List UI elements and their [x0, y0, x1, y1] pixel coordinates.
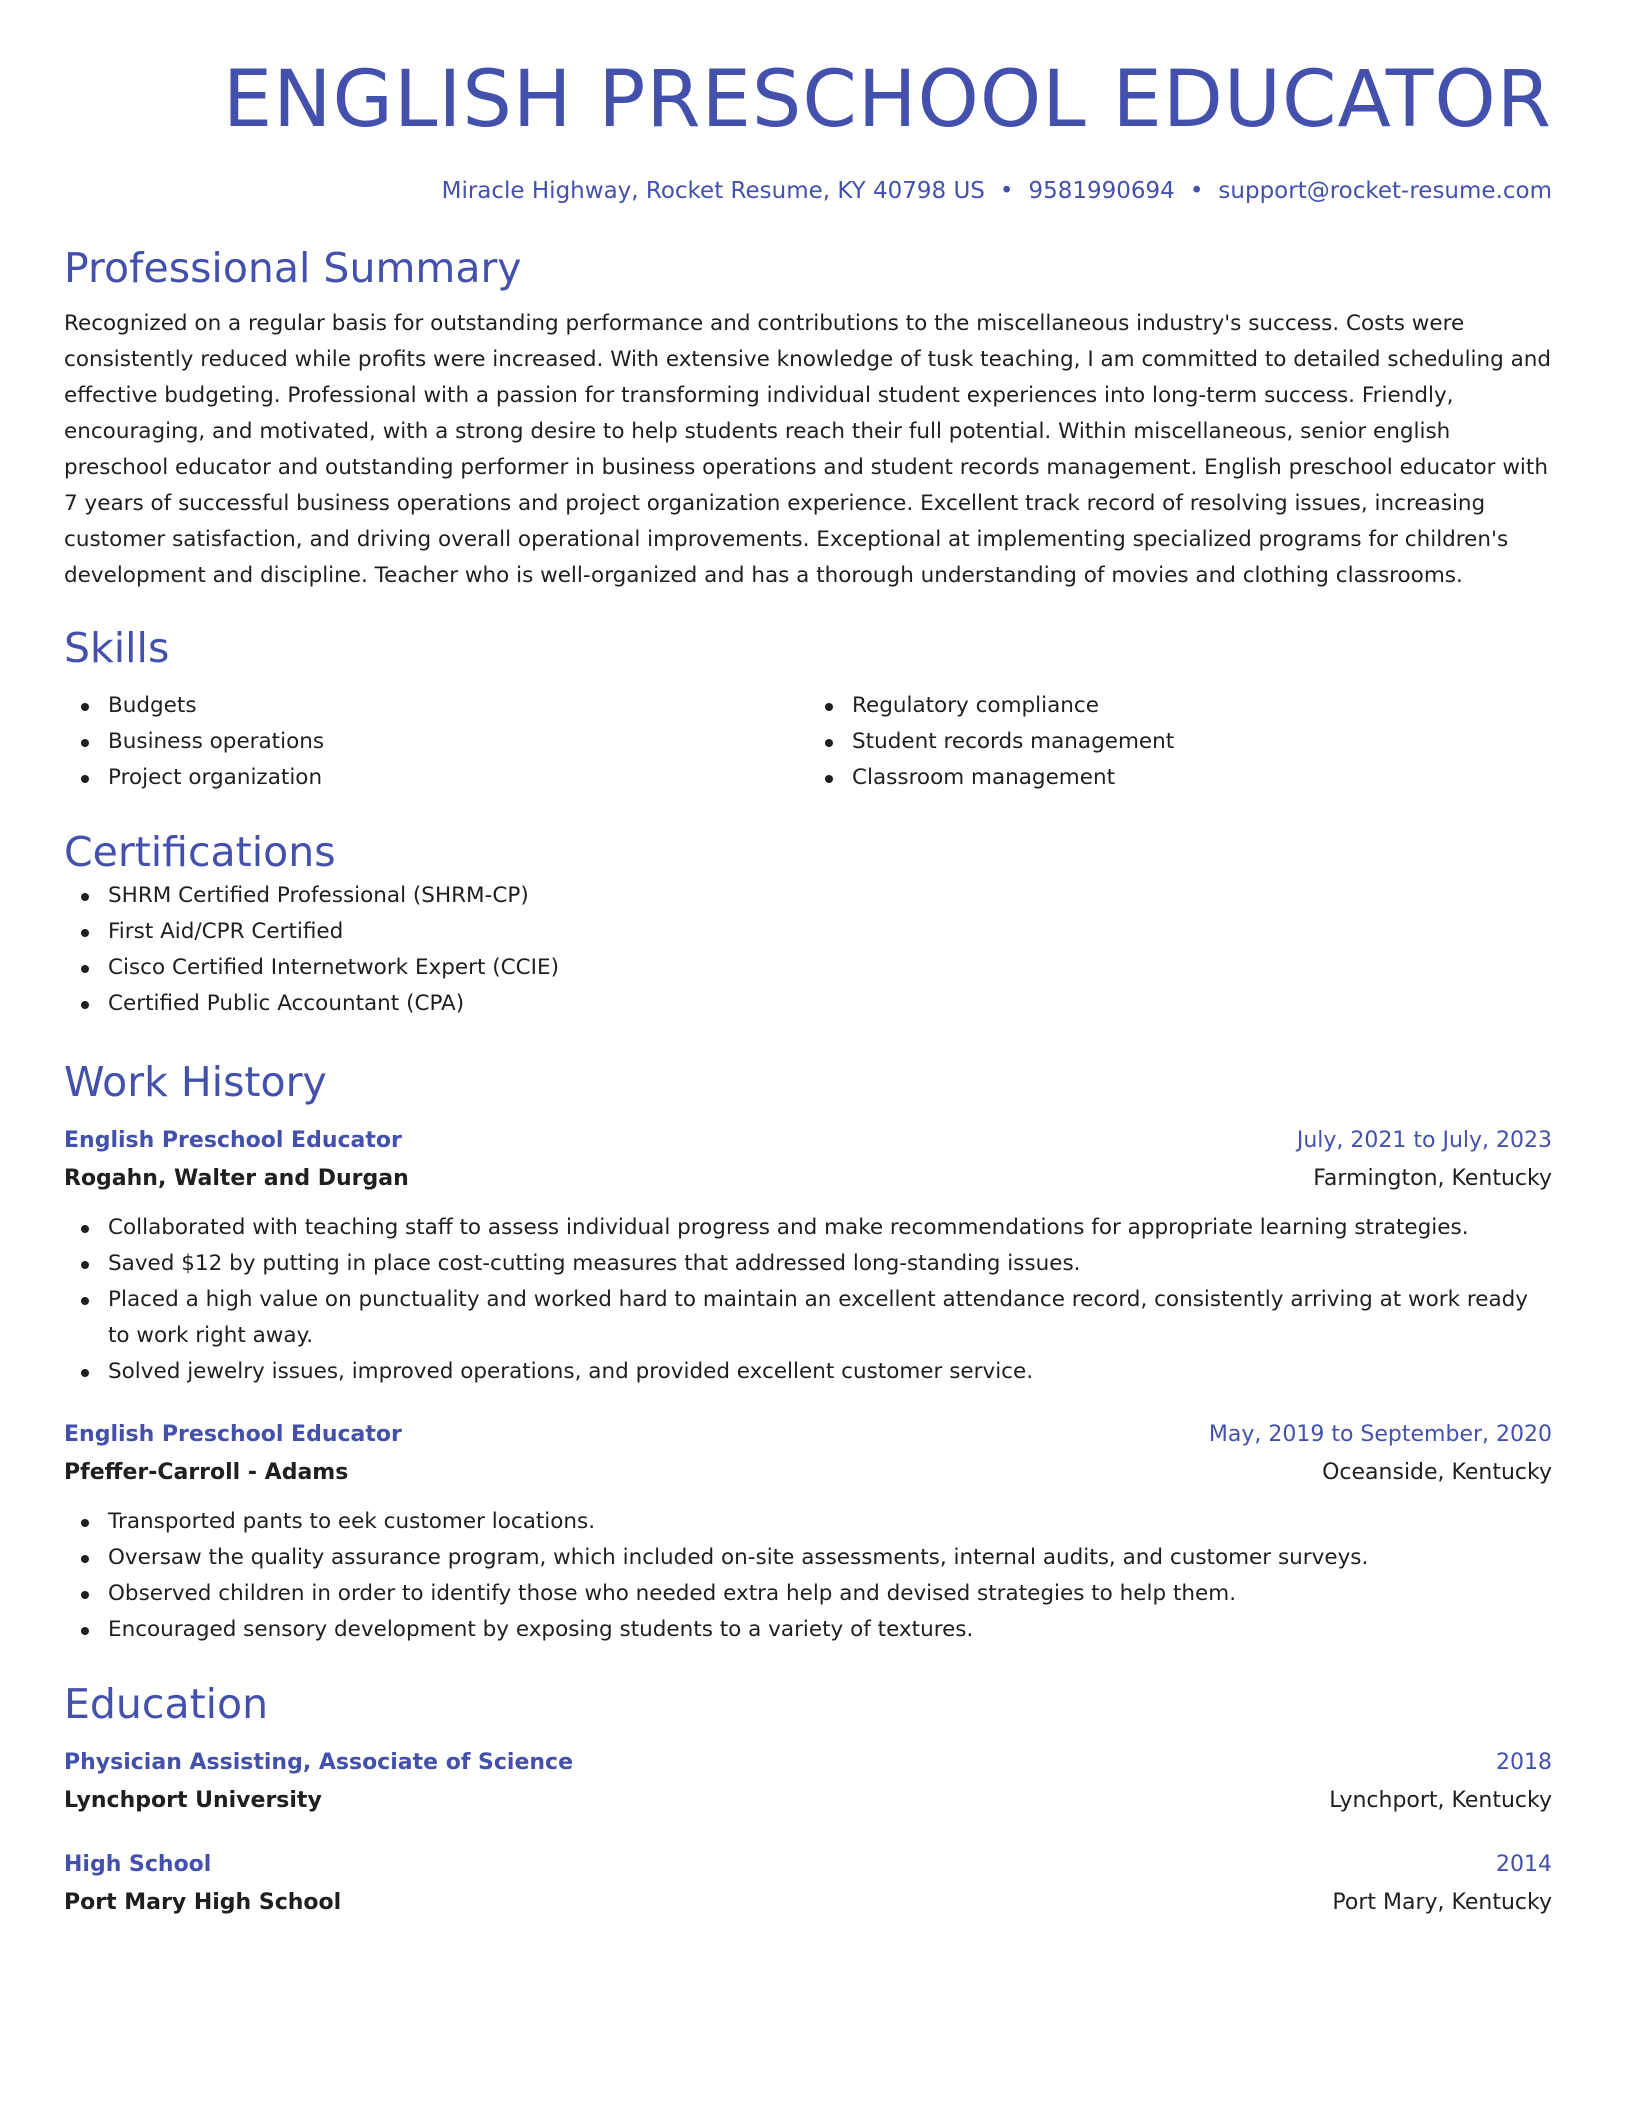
job-bullets [64, 1504, 1552, 1648]
contact-separator: • [1189, 178, 1204, 204]
education-entry [64, 1846, 1552, 1922]
education-school: Lynchport University [64, 1788, 322, 1813]
skills-list-right [808, 688, 1552, 796]
skill-item: Business operations [64, 724, 808, 760]
education-entry [64, 1744, 1552, 1820]
work-history-heading: Work History [64, 1058, 327, 1106]
job-role: English Preschool Educator [64, 1128, 402, 1153]
contact-phone: 9581990694 [1028, 178, 1175, 204]
education-degree: Physician Assisting, Associate of Science [64, 1750, 574, 1775]
job-company-row [64, 1454, 1552, 1492]
job-bullet: Collaborated with teaching staff to assess individual progress and make recommendations for appropriate learning strategies. [64, 1210, 1552, 1246]
skill-item: Budgets [64, 688, 808, 724]
education-degree-row [64, 1846, 1552, 1884]
certification-item: Cisco Certified Internetwork Expert (CCIE) [64, 950, 1552, 986]
certification-item: First Aid/CPR Certified [64, 914, 1552, 950]
skill-item: Project organization [64, 760, 808, 796]
job-bullet: Solved jewelry issues, improved operations, and provided excellent customer service. [64, 1354, 1552, 1390]
job-bullet: Transported pants to eek customer locations. [64, 1504, 1552, 1540]
contact-line [64, 176, 1552, 206]
education-school: Port Mary High School [64, 1890, 342, 1915]
job-company: Pfeffer-Carroll - Adams [64, 1460, 349, 1485]
education-degree-row [64, 1744, 1552, 1782]
education-location: Port Mary, Kentucky [1332, 1890, 1552, 1915]
resume-header [64, 50, 1552, 206]
education-degree: High School [64, 1852, 212, 1877]
contact-separator: • [999, 178, 1014, 204]
skill-item: Classroom management [808, 760, 1552, 796]
education-year: 2018 [1496, 1750, 1552, 1775]
job-dates: May, 2019 to September, 2020 [1208, 1422, 1552, 1447]
job-bullet: Saved $12 by putting in place cost-cutting measures that addressed long-standing issues. [64, 1246, 1552, 1282]
job-bullet: Encouraged sensory development by exposing students to a variety of textures. [64, 1612, 1552, 1648]
education-year: 2014 [1496, 1852, 1552, 1877]
job-location: Farmington, Kentucky [1313, 1166, 1552, 1191]
skills-list-left [64, 688, 808, 796]
skill-item: Regulatory compliance [808, 688, 1552, 724]
job-location: Oceanside, Kentucky [1322, 1460, 1552, 1485]
job-bullet: Observed children in order to identify those who needed extra help and devised strategies to help them. [64, 1576, 1552, 1612]
job-title-row [64, 1416, 1552, 1454]
education-school-row [64, 1884, 1552, 1922]
job-role: English Preschool Educator [64, 1422, 402, 1447]
certification-item: SHRM Certified Professional (SHRM-CP) [64, 878, 1552, 914]
certification-item: Certified Public Accountant (CPA) [64, 986, 1552, 1022]
skills-heading: Skills [64, 624, 170, 672]
job-entry [64, 1122, 1552, 1390]
job-bullets [64, 1210, 1552, 1390]
education-heading: Education [64, 1680, 269, 1728]
summary-text: Recognized on a regular basis for outstanding performance and contributions to the miscellaneous industry's success. Costs were consistently reduced while profits were increased. With extensive knowledge of tusk teaching, I am committed to detailed scheduling and effective budgeting. Professional with a passion for transforming individual student experiences into long-term success. Friendly, encouraging, and motivated, with a strong desire to help students reach their full potential. Within miscellaneous, senior english preschool educator and outstanding performer in business operations and student records management. English preschool educator with 7 years of successful business operations and project organization experience. Excellent track record of resolving issues, increasing customer satisfaction, and driving overall operational improvements. Exceptional at implementing specialized programs for children's development and discipline. Teacher who is well-organized and has a thorough understanding of movies and clothing classrooms. [64, 311, 1552, 588]
skill-item: Student records management [808, 724, 1552, 760]
job-entry [64, 1416, 1552, 1648]
job-bullet: Placed a high value on punctuality and worked hard to maintain an excellent attendance record, consistently arriving at work ready to work right away. [64, 1282, 1552, 1354]
education-location: Lynchport, Kentucky [1329, 1788, 1552, 1813]
job-bullet: Oversaw the quality assurance program, which included on-site assessments, internal audits, and customer surveys. [64, 1540, 1552, 1576]
job-title-row [64, 1122, 1552, 1160]
certifications-list [64, 878, 1552, 1022]
certifications-heading: Certifications [64, 828, 336, 876]
skills-grid [64, 688, 1552, 796]
job-dates: July, 2021 to July, 2023 [1296, 1128, 1552, 1153]
contact-email: support@rocket-resume.com [1218, 178, 1552, 204]
summary-heading: Professional Summary [64, 244, 522, 292]
education-school-row [64, 1782, 1552, 1820]
job-company-row [64, 1160, 1552, 1198]
job-company: Rogahn, Walter and Durgan [64, 1166, 409, 1191]
candidate-title: ENGLISH PRESCHOOL EDUCATOR [222, 55, 1552, 145]
contact-address: Miracle Highway, Rocket Resume, KY 40798 US [441, 178, 985, 204]
